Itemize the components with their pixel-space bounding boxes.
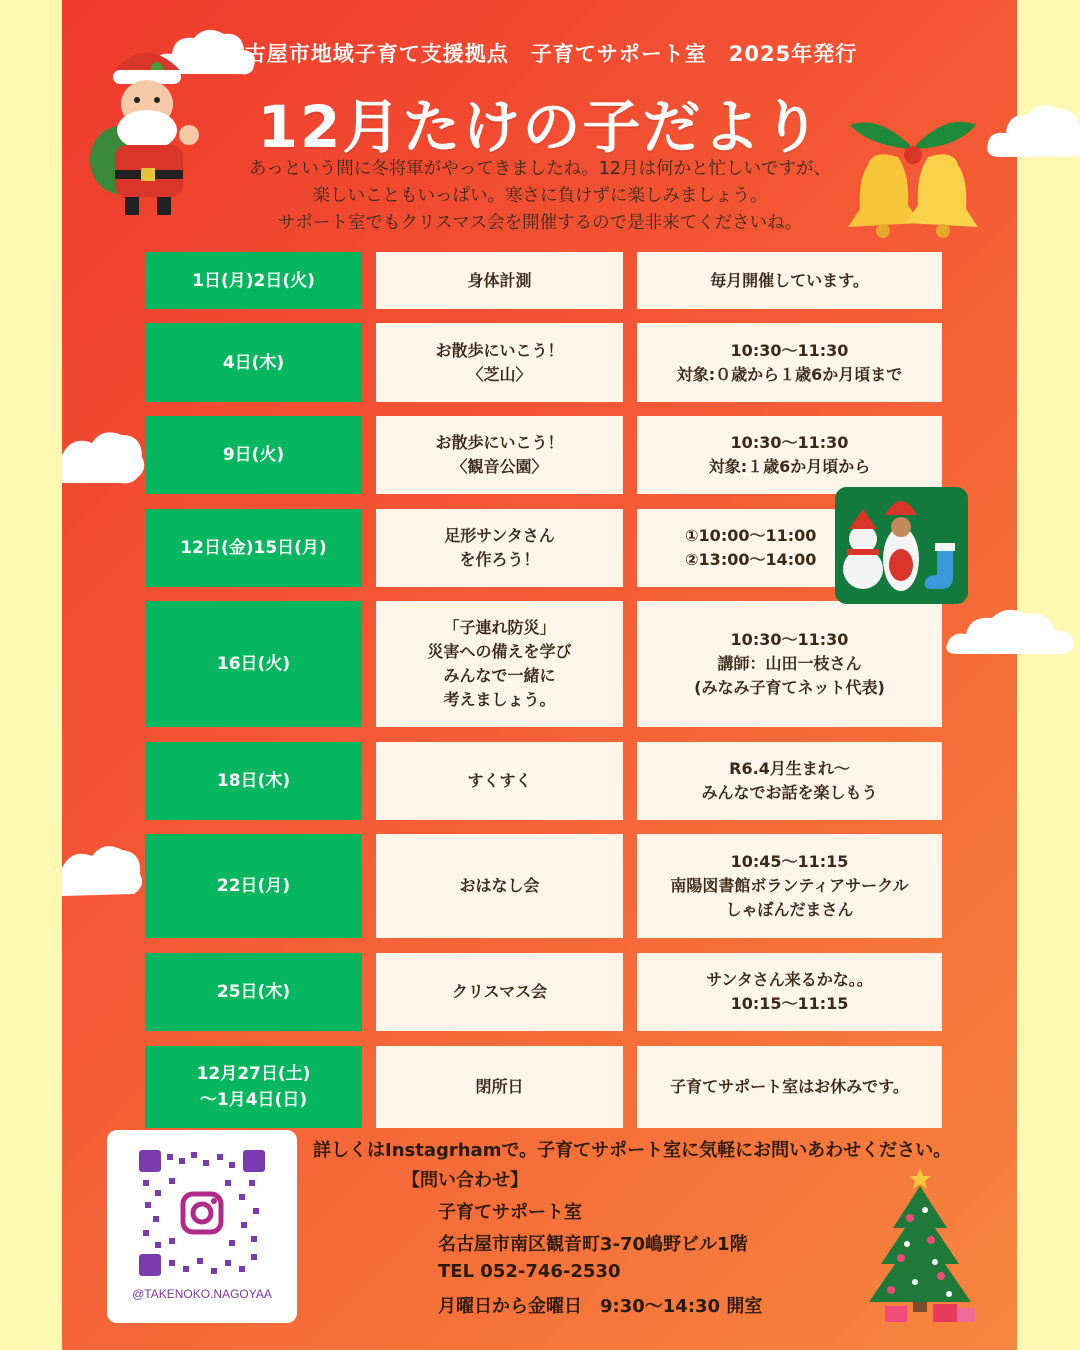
christmas-tree-icon [855,1158,985,1324]
event-cell: おはなし会 [376,834,623,938]
felt-craft-photo [835,487,968,604]
table-row [145,509,942,587]
detail-cell: 子育てサポート室はお休みです。 [637,1046,942,1128]
date-cell: 12月27日(土) 〜1月4日(日) [145,1046,362,1128]
detail-cell: サンタさん来るかな。。 10:15〜11:15 [637,953,942,1031]
detail-cell: 10:30〜11:30 対象:０歳から１歳6か月頃まで [637,323,942,402]
intro-line: あっという間に冬将軍がやってきましたね。12月は何かと忙しいですが、 [248,159,832,179]
date-cell: 12日(金)15日(月) [145,509,362,587]
event-cell: 身体計測 [376,252,623,309]
date-cell: 25日(木) [145,953,362,1031]
event-cell: 足形サンタさん を作ろう！ [376,509,623,587]
instagram-handle: @TAKENOKO.NAGOYAA [132,1287,272,1301]
event-cell: お散歩にいこう！ 〈芝山〉 [376,323,623,402]
event-cell: クリスマス会 [376,953,623,1031]
table-row [145,953,942,1031]
detail-cell: 10:30〜11:30 講師：山田一枝さん (みなみ子育てネット代表) [637,601,942,727]
detail-cell: 10:30〜11:30 対象:１歳6か月頃から [637,416,942,494]
felt-craft-image [835,487,968,604]
table-row [145,323,942,402]
organization-line: 名古屋市地域子育て支援拠点 子育てサポート室 2025年発行 [222,42,858,66]
instagram-qr-card[interactable] [107,1130,297,1323]
detail-cell: ①10:00〜11:00 ②13:00〜14:00 [637,509,942,587]
contact-heading: 【問い合わせ】 [402,1170,528,1191]
qr-code-icon [139,1150,265,1276]
cloud-icon [62,840,144,902]
table-row [145,1046,942,1128]
intro-line: サポート室でもクリスマス会を開催するので是非来てくださいね。 [277,213,803,233]
date-cell: 22日(月) [145,834,362,938]
date-cell: 9日(火) [145,416,362,494]
table-row [145,601,942,727]
detail-cell: R6.4月生まれ〜 みんなでお話を楽しもう [637,742,942,820]
date-cell: 4日(木) [145,323,362,402]
event-cell: すくすく [376,742,623,820]
date-cell: 16日(火) [145,601,362,727]
contact-hours: 月曜日から金曜日 9:30〜14:30 開室 [438,1296,763,1317]
intro-line: 楽しいこともいっぱい。寒さに負けずに楽しみましょう。 [312,186,768,206]
instagram-icon [211,1198,217,1204]
table-row [145,252,942,309]
event-cell: お散歩にいこう！ 〈観音公園〉 [376,416,623,494]
cloud-icon [62,425,147,490]
detail-cell: 毎月開催しています。 [637,252,942,309]
contact-address: 名古屋市南区観音町3-70嶋野ビル1階 [438,1234,748,1255]
instagram-note: 詳しくはInstagrhamで。子育てサポート室に気軽にお問いあわせください。 [313,1140,952,1161]
table-row [145,416,942,494]
table-row [145,834,942,938]
event-cell: 閉所日 [376,1046,623,1128]
newsletter-title: 12月たけの子だより [257,93,823,161]
intro-text [200,156,880,237]
date-cell: 1日(月)2日(火) [145,252,362,309]
event-cell: 「子連れ防災」 災害への備えを学び みんなで一緒に 考えましょう。 [376,601,623,727]
cloud-icon [940,600,1080,660]
table-row [145,742,942,820]
detail-cell: 10:45〜11:15 南陽図書館ボランティアサークル しゃぼんだまさん [637,834,942,938]
date-cell: 18日(木) [145,742,362,820]
contact-name: 子育てサポート室 [438,1202,582,1223]
contact-tel: TEL 052-746-2530 [438,1261,621,1282]
